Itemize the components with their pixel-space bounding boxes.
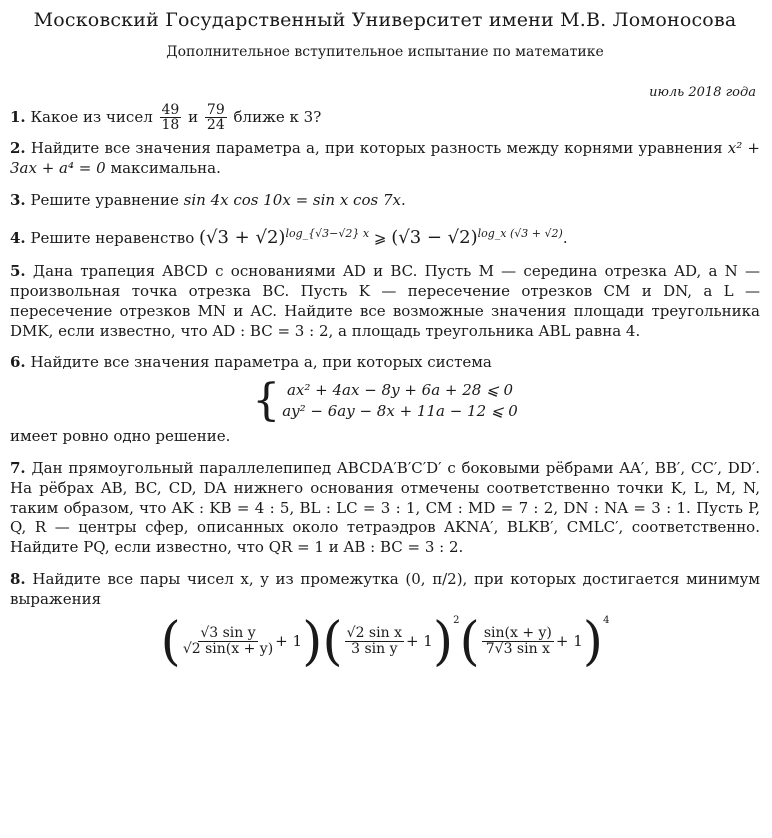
problem-text: Решите уравнение — [30, 190, 179, 209]
problem-number: 7. — [10, 459, 26, 477]
problem-number: 1. — [10, 107, 26, 126]
conjunction: и — [188, 107, 199, 126]
system-brace: { — [252, 375, 281, 427]
inequality-exp-1: log_{√3−√2} x — [285, 227, 370, 241]
problem-text: Решите неравенство — [30, 229, 195, 248]
equation-system — [10, 375, 760, 427]
inequality-exp-2: log_x (√3 + √2) — [477, 227, 563, 241]
problem-6 — [10, 353, 760, 373]
equation: x² + 3ax + a⁴ = 0 — [10, 139, 760, 177]
problem-5 — [10, 262, 760, 341]
problem-1 — [10, 103, 760, 133]
problem-4: 4. Решите неравенство $(√3 + √2)^{log\_\{√3-√2\} x}$ ⩾ $(√3 - √2)^{log\_x (√3 + √2)}$. — [10, 227, 568, 249]
problem-number: 4. — [10, 229, 26, 248]
university-title: Московский Государственный Университет имени М.В. Ломоносова — [33, 9, 737, 31]
problem-text: Какое из чисел — [30, 107, 153, 126]
system-line-1: ax² + 4ax − 8y + 6a + 28 ⩽ 0 — [286, 381, 513, 400]
fraction: $\frac{\text{√2 sin x}}{\text{3 sin y}}$ — [346, 625, 402, 658]
problem-text: Дана трапеция ABCD с основаниями AD и BC. Пусть M — середина отрезка AD, а N — произвольная точка отрезка BC. Пусть K — пересечение отрезков CM и DN, а L — пересечение отрезков MN и AC. Найдите все возможные значения площади треугольника DMK, если известно, что AD : BC = 3 : 2, а площадь треугольника ABL равна 4. — [10, 262, 760, 340]
problem-number: 8. — [10, 569, 26, 588]
problem-7 — [10, 459, 760, 558]
fraction: $\frac{79}{24}$ — [206, 101, 225, 134]
problem-6-tail: имеет ровно одно решение. — [10, 427, 231, 446]
fraction: $\frac{\sin(x + y)}{\text{7√3 sin x}}$ — [483, 625, 552, 658]
exam-title: Дополнительное вступительное испытание по математике — [166, 44, 604, 61]
problem-text: Найдите все пары чисел x, y из промежутка (0, π/2), при которых достигается минимум выражения — [10, 569, 760, 608]
problem-number: 2. — [10, 139, 26, 158]
problem-2 — [10, 139, 760, 179]
inequality-base-1: (√3 + √2) — [199, 227, 286, 249]
plus-one: + 1 — [275, 631, 303, 650]
inequality-relation: ⩾ — [373, 229, 387, 248]
fraction: $\frac{49}{18}$ — [161, 101, 180, 134]
plus-one: + 1 — [405, 631, 433, 650]
problem-text: ближе к 3? — [233, 107, 322, 126]
problem-number: 3. — [10, 190, 26, 209]
system-line-2: ay² − 6ay − 8x + 11a − 12 ⩽ 0 — [282, 402, 518, 421]
problem-text: Дан прямоугольный параллелепипед ABCDA′B′C′D′ с боковыми рёбрами AA′, BB′, CC′, DD′. На рёбрах AB, BC, CD, DA нижнего основания отмечены соответственно точки K, L, M, N, таким образом, что AK : KB = 4 : 5, BL : LC = 3 : 1, CM : MD = 7 : 2, DN : NA = 3 : 1. Пусть P, Q, R — центры сфер, описанных около тетраэдров AKNA′, BLKB′, CMLC′, соответственно. Найдите PQ, если известно, что QR = 1 и AB : BC = 3 : 2. — [10, 459, 760, 557]
power: 2 — [453, 614, 460, 626]
problem-3 — [10, 191, 760, 211]
equation: sin 4x cos 10x = sin x cos 7x. — [183, 190, 406, 209]
fraction: $\frac{\text{√3 sin y}}{√2 \sin(x + y)}$ — [182, 625, 274, 658]
minimized-expression: ( $\frac{\text{√3 sin y}}{√2 \sin(x + y)}$ + 1 ) ( $\frac{\text{√2 sin x}}{\text{3 sin y}}$ + 1 ) $^2$ ( $\frac{\sin(x + y)}{\text{7√3 sin x}}$ + 1 ) $^4$ — [160, 611, 610, 672]
problem-text: Найдите все значения параметра a, при которых система — [30, 353, 492, 372]
problem-number: 6. — [10, 353, 26, 372]
power: 4 — [603, 614, 610, 626]
exam-date: июль 2018 года — [649, 84, 756, 100]
plus-one: + 1 — [555, 631, 583, 650]
inequality-base-2: (√3 − √2) — [391, 227, 478, 249]
problem-8 — [10, 570, 760, 610]
problem-text: Найдите все значения параметра a, при которых разность между корнями уравнения — [30, 139, 723, 158]
problem-text: максимальна. — [110, 158, 221, 177]
problem-number: 5. — [10, 262, 26, 281]
